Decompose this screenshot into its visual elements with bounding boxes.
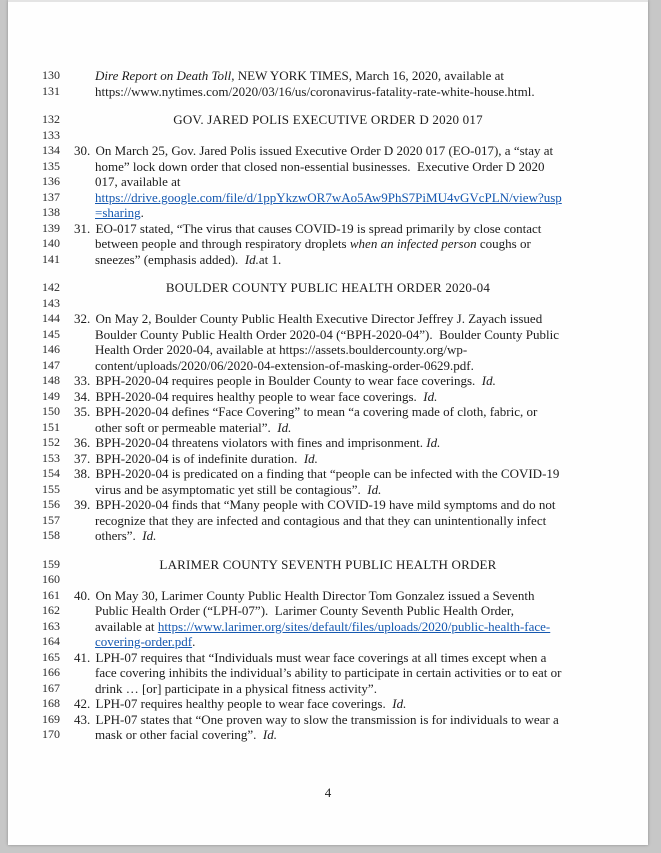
line-text (68, 451, 648, 467)
line-number: 133 (42, 127, 60, 142)
line-number: 142 (42, 280, 60, 294)
paragraph-number: 31. (74, 220, 94, 236)
line-text (68, 603, 648, 619)
text-run: . (140, 205, 144, 220)
doc-line-154 (8, 466, 648, 482)
doc-line-161 (8, 588, 648, 604)
text-run: BPH-2020-04 is predicated on a finding that “people can be infected with the COVID-19 (95, 466, 560, 481)
doc-line-169 (8, 712, 648, 728)
line-text (68, 205, 648, 221)
line-number: 169 (42, 711, 60, 726)
line-text (68, 619, 648, 635)
doc-line-145 (8, 327, 648, 343)
line-text (68, 358, 648, 374)
line-text (68, 311, 648, 327)
line-number: 151 (42, 419, 60, 434)
line-text (68, 389, 648, 405)
paragraph-number: 34. (74, 388, 94, 404)
line-text (68, 68, 648, 84)
line-text (68, 634, 648, 650)
paragraph-number: 40. (74, 587, 94, 603)
line-text (68, 572, 648, 588)
text-run: EO-017 stated, “The virus that causes COVID-19 is spread primarily by close contact (95, 220, 542, 236)
line-text (68, 373, 648, 389)
text-run: BOULDER COUNTY PUBLIC HEALTH ORDER 2020-04 (165, 280, 491, 295)
doc-line-153 (8, 451, 648, 467)
text-run: https://www.nytimes.com/2020/03/16/us/coronavirus-fatality-rate-white-house.html. (95, 83, 535, 99)
line-number: 158 (42, 528, 60, 542)
line-text (68, 159, 648, 175)
text-run: between people and through respiratory droplets (95, 236, 350, 251)
line-number: 150 (42, 404, 60, 418)
hyperlink[interactable]: https://drive.google.com/file/d/1ppYkzwOR7wAo5Aw9PhS7PiMU4vGVcPLN/view?usp (95, 189, 562, 205)
line-text (68, 84, 648, 100)
section-heading (68, 112, 648, 128)
line-number: 141 (42, 251, 60, 266)
doc-line-166 (8, 665, 648, 681)
italic-text: Dire Report on Death Toll (95, 68, 232, 83)
section-heading (68, 557, 648, 573)
doc-line-152 (8, 435, 648, 451)
line-text (68, 466, 648, 482)
text-run: sneezes” (emphasis added). (95, 251, 245, 267)
line-number: 153 (42, 450, 60, 465)
line-number: 148 (42, 373, 60, 387)
line-number: 132 (42, 112, 60, 126)
text-run: available at (95, 618, 158, 634)
doc-line-155 (8, 482, 648, 498)
paragraph-number: 36. (74, 435, 94, 450)
doc-line-165 (8, 650, 648, 666)
paragraph-number: 35. (74, 404, 94, 419)
line-number: 152 (42, 435, 60, 449)
text-run: drink … [or] participate in a physical fitness activity”. (95, 680, 377, 696)
text-run: LPH-07 requires that “Individuals must wear face coverings at all times except when a (95, 649, 547, 665)
text-run: other soft or permeable material”. (95, 419, 278, 435)
doc-line-150 (8, 404, 648, 420)
text-run: coughs or (476, 236, 531, 251)
paragraph-number: 39. (74, 497, 94, 512)
line-number: 143 (42, 295, 60, 310)
line-text (68, 342, 648, 358)
doc-line-138 (8, 205, 648, 221)
line-text (68, 696, 648, 712)
line-spacer (8, 99, 648, 112)
doc-line-134 (8, 143, 648, 159)
doc-line-132 (8, 112, 648, 128)
line-text (68, 420, 648, 436)
doc-line-151 (8, 420, 648, 436)
text-run: Boulder County Public Health Order 2020-04 (“BPH-2020-04”). Boulder County Public (95, 326, 559, 342)
text-run: recognize that they are infected and contagious and that they can unintentionally infect (95, 512, 547, 528)
pleading-page (8, 0, 648, 845)
line-number: 165 (42, 649, 60, 664)
line-number: 139 (42, 220, 60, 235)
line-number: 167 (42, 680, 60, 695)
doc-line-146 (8, 342, 648, 358)
line-number: 138 (42, 205, 60, 219)
doc-line-141 (8, 252, 648, 268)
line-text (68, 296, 648, 312)
line-text (68, 128, 648, 144)
line-number: 163 (42, 618, 60, 633)
text-run: LPH-07 requires healthy people to wear face coverings. (95, 696, 393, 711)
italic-text: Id. (303, 450, 318, 466)
text-run: . (192, 634, 196, 649)
doc-line-135 (8, 159, 648, 175)
text-run: On May 2, Boulder County Public Health Executive Director Jeffrey J. Zayach issued (95, 311, 543, 326)
line-number: 145 (42, 326, 60, 341)
line-number: 170 (42, 727, 60, 741)
hyperlink[interactable]: covering-order.pdf (95, 634, 193, 649)
text-run: GOV. JARED POLIS EXECUTIVE ORDER D 2020 017 (173, 112, 483, 127)
line-text (68, 650, 648, 666)
doc-line-142 (8, 280, 648, 296)
hyperlink[interactable]: =sharing (95, 205, 141, 220)
doc-line-147 (8, 358, 648, 374)
italic-text: Id. (142, 528, 157, 543)
text-run: LPH-07 states that “One proven way to slow the transmission is for individuals to wear a (95, 711, 559, 727)
italic-text: Id. (367, 481, 382, 497)
line-number: 144 (42, 311, 60, 325)
text-run: Health Order 2020-04, available at https://assets.bouldercounty.org/wp- (95, 342, 468, 357)
line-text (68, 190, 648, 206)
text-run: LARIMER COUNTY SEVENTH PUBLIC HEALTH ORDER (159, 556, 497, 572)
line-number: 166 (42, 665, 60, 679)
doc-line-133 (8, 128, 648, 144)
page-number-footer: 4 (324, 785, 332, 800)
doc-line-157 (8, 513, 648, 529)
doc-line-137 (8, 190, 648, 206)
paragraph-number: 33. (74, 373, 94, 388)
text-run: BPH-2020-04 is of indefinite duration. (95, 450, 304, 466)
text-run: BPH-2020-04 requires people in Boulder County to wear face coverings. (95, 373, 482, 388)
line-number: 135 (42, 158, 60, 173)
line-number: 130 (42, 68, 60, 82)
italic-text: Id. (244, 251, 259, 267)
text-run: On March 25, Gov. Jared Polis issued Executive Order D 2020 017 (EO-017), a “stay at (95, 143, 554, 158)
line-text (68, 513, 648, 529)
italic-text: Id. (481, 373, 496, 388)
line-text (68, 404, 648, 420)
doc-line-136 (8, 174, 648, 190)
line-number: 146 (42, 342, 60, 356)
text-run: at 1. (258, 251, 282, 267)
text-run: face covering inhibits the individual’s ability to participate in certain activities or to eat or (95, 665, 562, 680)
text-run: , NEW YORK TIMES, March 16, 2020, available at (231, 68, 504, 83)
doc-line-158 (8, 528, 648, 544)
line-number: 154 (42, 466, 60, 480)
doc-line-162 (8, 603, 648, 619)
line-number: 156 (42, 497, 60, 511)
paragraph-number: 32. (74, 311, 94, 326)
doc-line-130 (8, 68, 648, 84)
doc-line-159 (8, 557, 648, 573)
line-number: 164 (42, 634, 60, 648)
italic-text: Id. (426, 435, 441, 450)
line-text (68, 236, 648, 252)
line-text (68, 681, 648, 697)
line-number: 160 (42, 572, 60, 586)
paragraph-number: 41. (74, 649, 94, 665)
doc-line-156 (8, 497, 648, 513)
text-run: mask or other facial covering”. (95, 727, 263, 742)
text-run: content/uploads/2020/06/2020-04-extension-of-masking-order-0629.pdf. (95, 357, 474, 373)
line-text (68, 665, 648, 681)
doc-line-163 (8, 619, 648, 635)
italic-text: Id. (423, 388, 438, 404)
line-text (68, 528, 648, 544)
line-number: 149 (42, 388, 60, 403)
doc-line-160 (8, 572, 648, 588)
line-spacer (8, 544, 648, 557)
line-text (68, 497, 648, 513)
paragraph-number: 38. (74, 466, 94, 481)
paragraph-number: 43. (74, 711, 94, 727)
text-run: home” lock down order that closed non-essential businesses. Executive Order D 2020 (95, 158, 545, 174)
doc-line-168 (8, 696, 648, 712)
paragraph-number: 42. (74, 696, 94, 711)
line-text (68, 435, 648, 451)
doc-line-144 (8, 311, 648, 327)
italic-text: when an infected person (349, 236, 477, 251)
line-number: 155 (42, 481, 60, 496)
text-run: others”. (95, 528, 143, 543)
doc-line-167 (8, 681, 648, 697)
document-lines (8, 68, 648, 743)
line-number: 159 (42, 556, 60, 571)
line-text (68, 252, 648, 268)
line-number: 131 (42, 83, 60, 98)
text-run: On May 30, Larimer County Public Health Director Tom Gonzalez issued a Seventh (95, 587, 535, 603)
doc-line-139 (8, 221, 648, 237)
line-text (68, 174, 648, 190)
doc-line-140 (8, 236, 648, 252)
doc-line-170 (8, 727, 648, 743)
line-number: 161 (42, 587, 60, 602)
doc-line-131 (8, 84, 648, 100)
doc-line-164 (8, 634, 648, 650)
section-heading (68, 280, 648, 296)
line-text (68, 712, 648, 728)
line-number: 134 (42, 143, 60, 157)
italic-text: Id. (392, 696, 407, 711)
text-run: 017, available at (95, 174, 181, 189)
line-text (68, 221, 648, 237)
line-text (68, 482, 648, 498)
paragraph-number: 37. (74, 450, 94, 466)
doc-line-148 (8, 373, 648, 389)
text-run: BPH-2020-04 threatens violators with fines and imprisonment. (95, 435, 427, 450)
paragraph-number: 30. (74, 143, 94, 158)
line-number: 157 (42, 512, 60, 527)
line-spacer (8, 267, 648, 280)
line-text (68, 327, 648, 343)
line-number: 137 (42, 189, 60, 204)
text-run: BPH-2020-04 defines “Face Covering” to mean “a covering made of cloth, fabric, or (95, 404, 538, 419)
doc-line-149 (8, 389, 648, 405)
line-text (68, 143, 648, 159)
doc-line-143 (8, 296, 648, 312)
line-text (68, 588, 648, 604)
text-run: BPH-2020-04 requires healthy people to wear face coverings. (95, 388, 424, 404)
text-run: virus and be asymptomatic yet still be contagious”. (95, 481, 368, 497)
line-number: 168 (42, 696, 60, 710)
line-number: 162 (42, 603, 60, 617)
line-number: 147 (42, 357, 60, 372)
italic-text: Id. (262, 727, 277, 742)
hyperlink[interactable]: https://www.larimer.org/sites/default/files/uploads/2020/public-health-face- (157, 618, 551, 634)
text-run: BPH-2020-04 finds that “Many people with COVID-19 have mild symptoms and do not (95, 497, 556, 512)
line-number: 136 (42, 174, 60, 188)
italic-text: Id. (277, 419, 292, 435)
line-number: 140 (42, 236, 60, 250)
line-text (68, 727, 648, 743)
text-run: Public Health Order (“LPH-07”). Larimer County Seventh Public Health Order, (95, 603, 514, 618)
